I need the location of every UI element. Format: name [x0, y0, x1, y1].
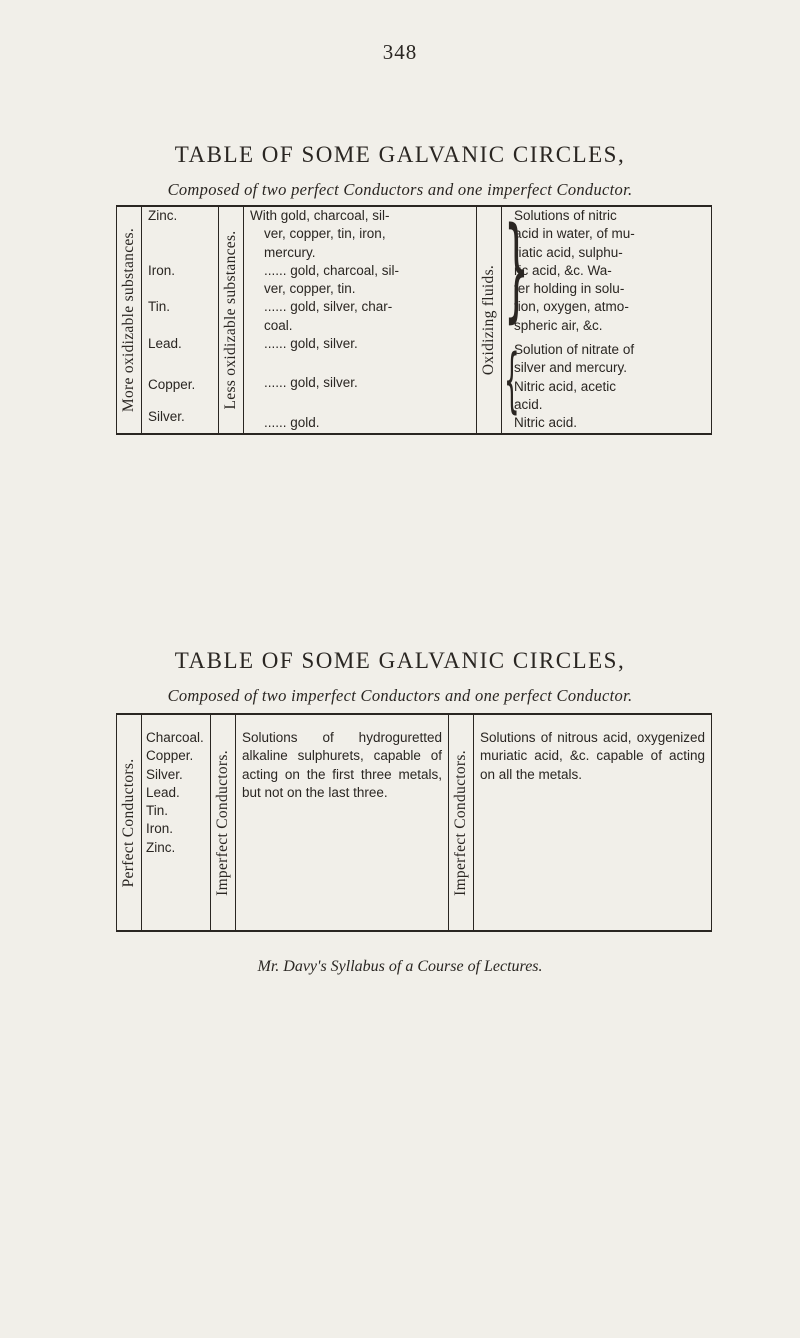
metal-copper: Copper. [148, 376, 196, 392]
col-oxidizing-fluids [477, 206, 502, 434]
oxidizing-fluids-label: Oxidizing fluids. [479, 264, 497, 375]
imperfect-conductors-label: Imperfect Conductors. [213, 749, 231, 896]
fluid-line: ter holding in solu- [514, 281, 625, 297]
material-zinc: Zinc. [146, 839, 176, 855]
table1-subtitle: Composed of two perfect Conductors and one imperfect Conductor. [167, 180, 633, 199]
brace-icon: } [504, 204, 529, 334]
fluid-line: acid. [514, 396, 543, 412]
fluid-line: ric acid, &c. Wa- [514, 262, 612, 278]
description-line: mercury. [264, 244, 316, 260]
description-line: ...... gold, silver. [264, 336, 358, 352]
fluid-line: riatic acid, sulphu- [514, 244, 623, 260]
material-silver: Silver. [146, 766, 183, 782]
description-line: coal. [264, 317, 293, 333]
metal-silver: Silver. [148, 408, 185, 424]
perfect-conductors-label: Perfect Conductors. [119, 758, 137, 887]
middle-description [236, 714, 449, 931]
fluid-line: Nitric acid. [514, 415, 578, 431]
col-imperfect-conductors-a [211, 714, 236, 931]
fluid-line: acid in water, of mu- [514, 226, 635, 242]
table1-title: TABLE OF SOME GALVANIC CIRCLES, [174, 142, 626, 167]
col-less-oxidizable [219, 206, 244, 434]
right-text: Solutions of nitrous acid, oxygenized muriatic acid, &c. capable of acting on all the metals. [480, 730, 705, 782]
description-line: ver, copper, tin, iron, [264, 226, 386, 242]
fluid-line: silver and mercury. [514, 360, 628, 376]
galvanic-table-2 [116, 713, 712, 932]
table2-subtitle: Composed of two imperfect Conductors and one perfect Conductor. [167, 686, 633, 705]
fluids-column [502, 206, 712, 434]
fluid-line: Solution of nitrate of [514, 342, 635, 358]
description-line: ...... gold. [264, 414, 320, 430]
less-oxidizable-label: Less oxidizable substances. [221, 230, 239, 410]
description-line: ...... gold, silver. [264, 375, 358, 391]
page-number: 348 [382, 40, 418, 64]
middle-text: Solutions of hydroguretted alkaline sulphurets, capable of acting on the first three metals, but not on the last three. [242, 730, 442, 800]
materials-column [142, 714, 211, 931]
description-line: ver, copper, tin. [264, 281, 356, 297]
right-description [474, 714, 712, 931]
description-line: With gold, charcoal, sil- [250, 208, 390, 223]
brace-icon: { [504, 339, 520, 421]
description-line: ...... gold, silver, char- [264, 299, 393, 315]
material-copper: Copper. [146, 748, 194, 764]
table2-title: TABLE OF SOME GALVANIC CIRCLES, [174, 648, 626, 673]
imperfect-conductors-label: Imperfect Conductors. [451, 749, 469, 896]
fluid-line: spheric air, &c. [514, 317, 603, 333]
fluid-line: Solutions of nitric [514, 208, 617, 223]
metals-column [142, 206, 219, 434]
metal-lead: Lead. [148, 336, 182, 352]
description-line: ...... gold, charcoal, sil- [264, 262, 400, 278]
material-lead: Lead. [146, 784, 180, 800]
material-charcoal: Charcoal. [146, 730, 204, 745]
metal-tin: Tin. [148, 299, 171, 315]
more-oxidizable-label: More oxidizable substances. [119, 227, 137, 412]
fluid-line: tion, oxygen, atmo- [514, 299, 629, 315]
material-tin: Tin. [146, 803, 169, 819]
fluid-line: Nitric acid, acetic [514, 378, 617, 394]
col-perfect-conductors [117, 714, 142, 931]
metal-zinc: Zinc. [148, 208, 178, 223]
material-iron: Iron. [146, 821, 174, 837]
col-imperfect-conductors-b [449, 714, 474, 931]
col-more-oxidizable [117, 206, 142, 434]
galvanic-table-1 [116, 205, 712, 435]
descriptions-column [244, 206, 477, 434]
metal-iron: Iron. [148, 262, 176, 278]
credit-line: Mr. Davy's Syllabus of a Course of Lectures. [257, 958, 543, 975]
